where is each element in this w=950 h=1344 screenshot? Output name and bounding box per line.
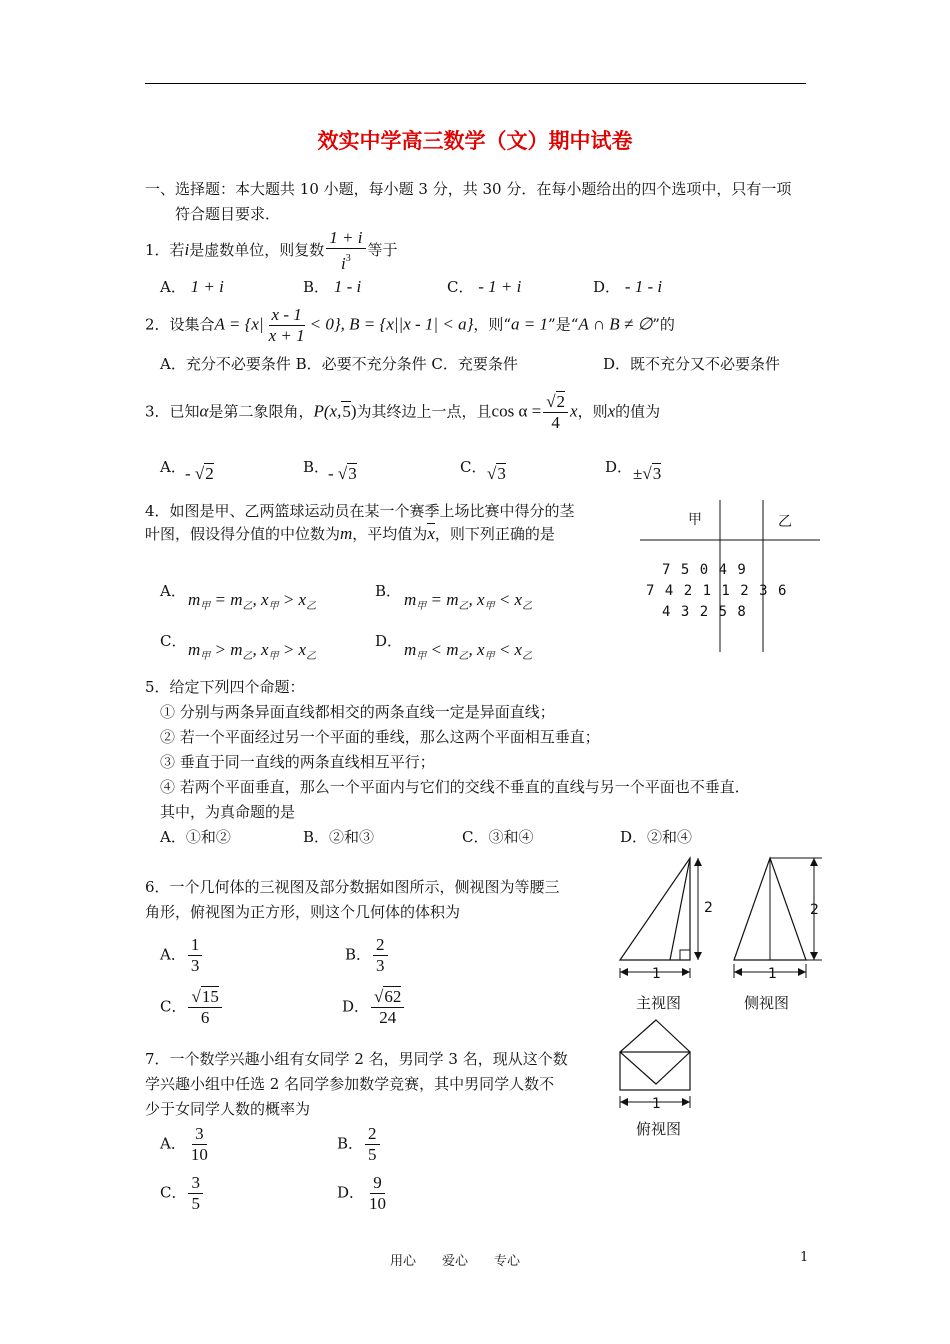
page-number: 1	[800, 1250, 809, 1265]
top-view-caption: 俯视图	[636, 1120, 682, 1138]
question-7-line2: 学兴趣小组中任选 2 名同学参加数学竞赛，其中男同学人数不	[145, 1075, 555, 1093]
q4-option-c: $m_甲 > m_乙$, $x_甲 > x_乙$	[188, 640, 317, 662]
q5-ask: 其中，为真命题的是	[160, 803, 296, 821]
q7-option-a: A． $\frac{3}{10}$	[160, 1124, 208, 1164]
q2-options-abc: A．充分不必要条件 B．必要不充分条件 C．充要条件	[160, 355, 518, 373]
q4-option-c-label: C．	[160, 632, 187, 650]
footer-slogan: 用心 爱心 专心	[390, 1254, 521, 1269]
q3-option-c: C．	[460, 458, 487, 476]
question-5: 5．给定下列四个命题：	[145, 678, 305, 696]
q4-option-d: $m_甲 < m_乙$, $x_甲 < x_乙$	[404, 640, 533, 662]
question-4-line1: 4．如图是甲、乙两篮球运动员在某一个赛季上场比赛中得分的茎	[145, 502, 575, 520]
question-6-line2: 角形，俯视图为正方形，则这个几何体的体积为	[145, 903, 461, 921]
q6-option-b: B． $\frac{2}{3}$	[345, 935, 390, 976]
side-view	[734, 858, 822, 982]
question-6-line1: 6．一个几何体的三视图及部分数据如图所示，侧视图为等腰三	[145, 878, 560, 896]
q3-fraction: $\frac{√2}{4}$	[543, 392, 568, 433]
front-width-label: 1	[652, 966, 661, 982]
top-view	[620, 1020, 690, 1112]
q5-proposition-1: ① 分别与两条异面直线都相交的两条直线一定是异面直线；	[160, 703, 555, 721]
stem-header-yi: 乙	[778, 514, 792, 530]
stem-header-jia: 甲	[688, 512, 702, 528]
q5-option-c: C．③和④	[462, 828, 534, 846]
question-7-line3: 少于女同学人数的概率为	[145, 1100, 311, 1118]
q7-option-d: D． $\frac{9}{10}$	[337, 1173, 387, 1213]
q4-option-a: $m_甲 = m_乙$, $x_甲 > x_乙$	[188, 590, 317, 612]
q3-option-b: B．	[303, 458, 330, 476]
q6-option-a: A． $\frac{1}{3}$	[160, 935, 204, 976]
q6-option-c: C． $\frac{√15}{6}$	[160, 987, 224, 1028]
section-instructions: 一、选择题：本大题共 10 小题，每小题 3 分，共 30 分．在每小题给出的四个选项中，只有一项	[145, 180, 792, 198]
q1-option-b: B． 1 - i	[303, 277, 362, 296]
q5-proposition-3: ③ 垂直于同一直线的两条直线相互平行；	[160, 753, 435, 771]
stem-row-2: 7 4 2 1 1 2 3 6	[646, 583, 788, 599]
q4-option-b: $m_甲 = m_乙$, $x_甲 < x_乙$	[404, 590, 533, 612]
side-height-label: 2	[810, 902, 819, 918]
front-view	[620, 858, 713, 982]
stem-row-3: 4 3 2 5 8	[662, 604, 747, 620]
q1-option-c: C． - 1 + i	[447, 277, 522, 296]
question-3: 3．已知α是第二象限角，P(x,5)为其终边上一点，且cos α = $\frac{√2}{4}$ x，则x的值为	[145, 392, 661, 432]
q3-option-a-value: - √2	[185, 464, 214, 483]
front-height-label: 2	[704, 900, 713, 916]
q3-option-b-value: - √3	[328, 464, 357, 483]
question-1: 1．若i是虚数单位，则复数 $\frac{1 + i}{i^3}$ 等于	[145, 228, 398, 273]
front-view-caption: 主视图	[636, 994, 682, 1012]
q7-option-b: B． $\frac{2}{5}$	[337, 1124, 382, 1165]
header-rule	[145, 83, 806, 84]
q4-option-a-label: A．	[160, 582, 186, 600]
q5-option-d: D．②和④	[620, 828, 693, 846]
question-4-line2: 叶图，假设得分值的中位数为m，平均值为x，则下列正确的是	[145, 524, 555, 543]
stem-row-1: 7 5 0 4 9	[662, 562, 747, 578]
q2-fraction: $\frac{x - 1}{x + 1}$	[268, 305, 305, 345]
q3-option-d: D．	[605, 458, 633, 476]
q1-fraction: $\frac{1 + i}{i^3}$	[326, 228, 365, 274]
side-width-label: 1	[768, 966, 777, 982]
q1-option-a: A． 1 + i	[160, 277, 224, 296]
q4-option-b-label: B．	[375, 582, 402, 600]
section-instructions-cont: 符合题目要求．	[175, 205, 281, 223]
top-width-label: 1	[652, 1096, 661, 1112]
q1-option-d: D． - 1 - i	[593, 277, 663, 296]
q5-proposition-4: ④ 若两个平面垂直，那么一个平面内与它们的交线不垂直的直线与另一个平面也不垂直．	[160, 778, 750, 796]
question-7-line1: 7．一个数学兴趣小组有女同学 2 名，男同学 3 名，现从这个数	[145, 1050, 568, 1068]
q3-option-a: A．	[160, 458, 186, 476]
q3-option-c-value: √3	[487, 464, 506, 483]
page-title: 效实中学高三数学（文）期中试卷	[317, 129, 633, 153]
question-2: 2．设集合A = {x| $\frac{x - 1}{x + 1}$ < 0}, B = {x||x - 1| < a}，则“a = 1”是“A ∩ B ≠ ∅”的	[145, 305, 675, 345]
q5-proposition-2: ② 若一个平面经过另一个平面的垂线，那么这两个平面相互垂直；	[160, 728, 600, 746]
q5-option-b: B．②和③	[303, 828, 375, 846]
q3-option-d-value: ±√3	[633, 464, 662, 483]
q4-option-d-label: D．	[375, 632, 403, 650]
q6-option-d: D． $\frac{√62}{24}$	[342, 987, 406, 1028]
q2-option-d: D．既不充分又不必要条件	[603, 355, 781, 373]
q7-option-c: C． $\frac{3}{5}$	[160, 1173, 205, 1214]
q5-option-a: A．①和②	[160, 828, 231, 846]
side-view-caption: 侧视图	[744, 994, 790, 1012]
